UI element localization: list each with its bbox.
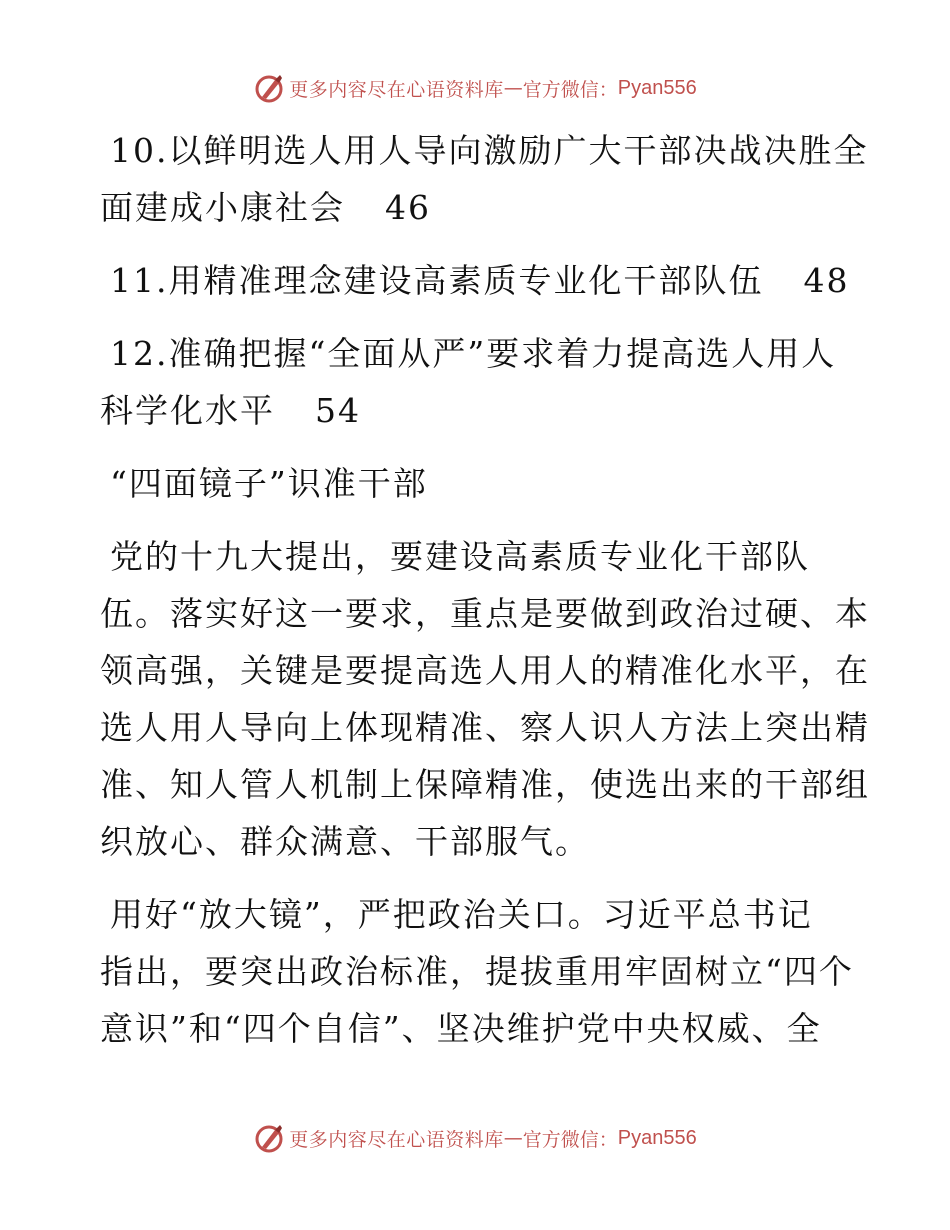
- toc-entry-10: [100, 122, 869, 236]
- paragraph-line: 准、知人管人机制上保障精准，使选出来的干部组: [100, 765, 870, 804]
- paragraph-line: 用好“放大镜”，严把政治关口。习近平总书记: [110, 895, 813, 934]
- watermark-name: 更多内容尽在心语资料库: [289, 1128, 504, 1151]
- toc-line: 11.用精准理念建设高素质专业化干部队伍: [110, 261, 764, 300]
- toc-entry-11: [100, 252, 850, 309]
- footer-watermark: [0, 1122, 950, 1154]
- pen-logo-icon: [253, 1122, 285, 1154]
- toc-line: 科学化水平: [100, 391, 275, 430]
- paragraph-line: 织放心、群众满意、干部服气。: [100, 822, 590, 861]
- paragraph-2: [100, 886, 854, 1057]
- toc-entry-12: [100, 325, 850, 439]
- header-watermark: [0, 72, 950, 104]
- toc-line: 面建成小康社会: [100, 188, 345, 227]
- watermark-name: 更多内容尽在心语资料库: [289, 78, 504, 101]
- toc-line: 10.以鲜明选人用人导向激励广大干部决战决胜全: [110, 131, 869, 170]
- paragraph-line: 伍。落实好这一要求，重点是要做到政治过硬、本: [100, 594, 870, 633]
- watermark-separator: —: [503, 1127, 523, 1149]
- paragraph-line: 意识”和“四个自信”、坚决维护党中央权威、全: [100, 1009, 822, 1048]
- toc-line: 12.准确把握“全面从严”要求着力提高选人用人: [110, 334, 837, 373]
- watermark-wechat-label: 官方微信：: [522, 78, 618, 101]
- paragraph-1: [100, 528, 870, 870]
- paragraph-line: 党的十九大提出，要建设高素质专业化干部队: [110, 537, 810, 576]
- toc-page-number: 46: [385, 188, 431, 227]
- toc-page-number: 54: [315, 391, 361, 430]
- section-heading: “四面镜子”识准干部: [110, 464, 428, 503]
- document-body: [100, 122, 870, 1057]
- pen-logo-icon: [253, 72, 285, 104]
- watermark-wechat-id: Pyan556: [617, 76, 697, 99]
- watermark-separator: —: [503, 77, 523, 99]
- paragraph-line: 领高强，关键是要提高选人用人的精准化水平，在: [100, 651, 870, 690]
- watermark-wechat-id: Pyan556: [617, 1126, 697, 1149]
- paragraph-line: 指出，要突出政治标准，提拔重用牢固树立“四个: [100, 952, 854, 991]
- paragraph-line: 选人用人导向上体现精准、察人识人方法上突出精: [100, 708, 870, 747]
- watermark-wechat-label: 官方微信：: [522, 1128, 618, 1151]
- toc-page-number: 48: [803, 261, 850, 300]
